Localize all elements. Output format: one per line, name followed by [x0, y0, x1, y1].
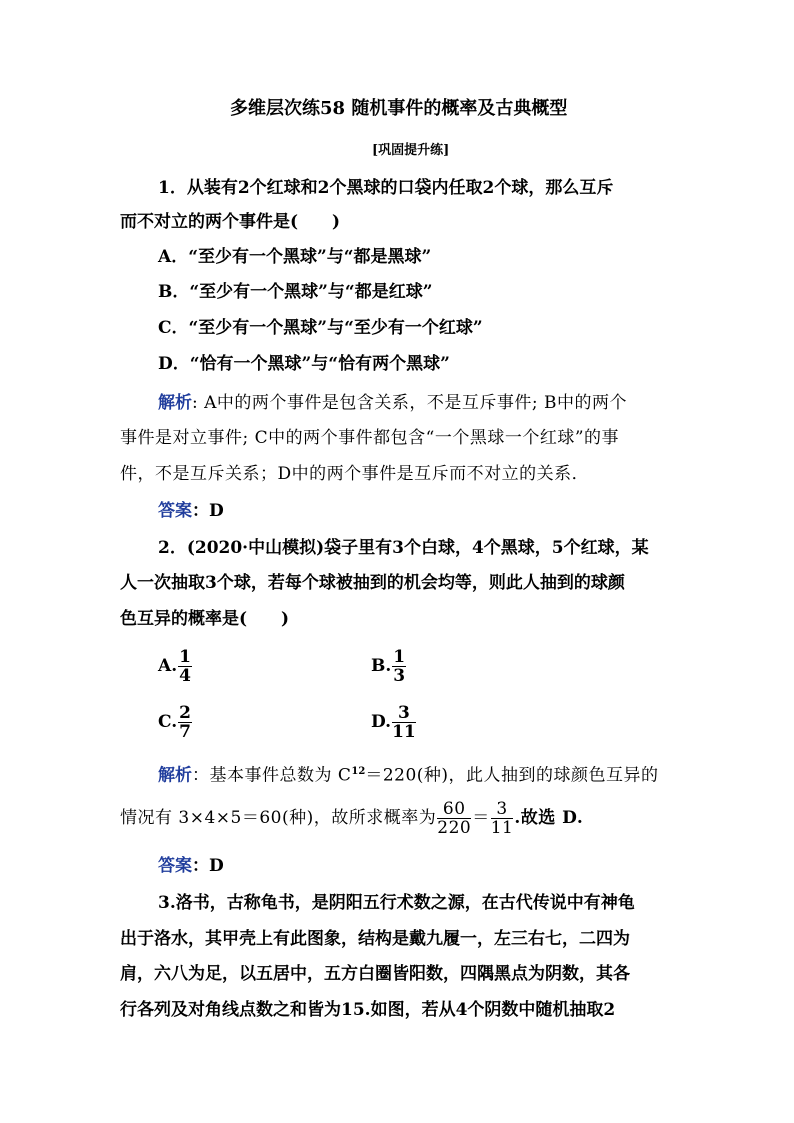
q2-analysis-label: 解析 [158, 765, 192, 786]
denominator: 4 [179, 666, 191, 686]
numerator: 1 [393, 647, 406, 667]
q3-line1: 3.洛书，古称龟书，是阴阳五行术数之源，在古代传说中有神龟 [158, 893, 635, 913]
q2-option-d-label: D. [371, 712, 392, 732]
q2-answer [158, 854, 224, 878]
probability-fraction-2 [491, 800, 514, 837]
denominator: 11 [490, 818, 514, 838]
q1-answer-label: 答案 [158, 501, 192, 521]
q1-analysis-line3: 件，不是互斥关系；D中的两个事件是互斥而不对立的关系． [120, 464, 590, 484]
q2-analysis-line2 [120, 800, 583, 837]
page-title: 多维层次练58 随机事件的概率及古典概型 [230, 98, 568, 119]
q1-analysis-label: 解析 [158, 393, 192, 413]
q2-analysis-text-a: ：基本事件总数为 C [192, 765, 352, 786]
denominator: 7 [179, 722, 191, 742]
q2-analysis-text-b: ＝220(种)，此人抽到的球颜色互异的 [365, 765, 659, 786]
q2-stem-line2: 人一次抽取3个球，若每个球被抽到的机会均等，则此人抽到的球颜 [120, 573, 625, 593]
q2-stem-line3: 色互异的概率是( ) [120, 609, 290, 629]
q3-line2: 出于洛水，其甲壳上有此图象，结构是戴九履一，左三右七，二四为 [120, 929, 630, 949]
q1-option-a: A．“至少有一个黑球”与“都是黑球” [158, 247, 432, 267]
q1-option-c: C．“至少有一个黑球”与“至少有一个红球” [158, 318, 483, 338]
q2-option-c-fraction [178, 704, 192, 741]
q2-analysis-line2-end: .故选 D. [514, 808, 584, 828]
q2-option-d [371, 704, 417, 741]
probability-fraction-1 [437, 800, 471, 837]
q1-analysis-line1 [158, 391, 627, 415]
q2-option-c [158, 704, 193, 741]
q2-option-a [158, 648, 193, 685]
q1-stem-line1: 1．从装有2个红球和2个黑球的口袋内任取2个球，那么互斥 [158, 178, 614, 198]
q2-answer-value: ：D [192, 856, 224, 876]
q1-option-b: B．“至少有一个黑球”与“都是红球” [158, 282, 433, 302]
numerator: 2 [179, 703, 191, 723]
q2-option-a-label: A. [158, 656, 178, 676]
combination-superscript: 12 [351, 766, 366, 777]
numerator: 3 [491, 800, 514, 819]
q2-option-b-fraction [392, 648, 406, 685]
numerator: 60 [437, 800, 471, 819]
q3-line4: 行各列及对角线点数之和皆为15.如图，若从4个阴数中随机抽取2 [120, 1000, 616, 1020]
q2-option-b [371, 648, 407, 685]
q1-answer-value: ：D [192, 501, 224, 521]
equals-sign: ＝ [472, 808, 490, 828]
section-subtitle: [巩固提升练] [372, 143, 450, 158]
q2-option-d-fraction [392, 704, 416, 741]
numerator: 1 [179, 647, 191, 667]
q2-option-c-label: C. [158, 712, 178, 732]
q3-line3: 肩，六八为足，以五居中，五方白圈皆阳数，四隅黑点为阴数，其各 [120, 964, 630, 984]
q1-analysis-line2: 事件是对立事件; C中的两个事件都包含“一个黑球一个红球”的事 [120, 428, 620, 448]
q2-option-a-fraction [178, 648, 192, 685]
q2-analysis-line2-text: 情况有 3×4×5＝60(种)，故所求概率为 [120, 808, 437, 828]
denominator: 220 [437, 818, 472, 838]
q1-option-d: D．“恰有一个黑球”与“恰有两个黑球” [158, 354, 450, 374]
denominator: 3 [393, 666, 406, 686]
denominator: 11 [392, 722, 416, 742]
numerator: 3 [392, 704, 416, 723]
q1-analysis-text1: : A中的两个事件是包含关系，不是互斥事件; B中的两个 [192, 393, 628, 413]
q2-analysis-line1 [158, 760, 659, 788]
q2-answer-label: 答案 [158, 856, 192, 876]
q1-stem-line2: 而不对立的两个事件是( ) [120, 212, 341, 232]
q2-stem-line1: 2．(2020·中山模拟)袋子里有3个白球，4个黑球，5个红球，某 [158, 538, 649, 558]
q2-option-b-label: B. [371, 656, 392, 676]
q1-answer [158, 499, 224, 523]
